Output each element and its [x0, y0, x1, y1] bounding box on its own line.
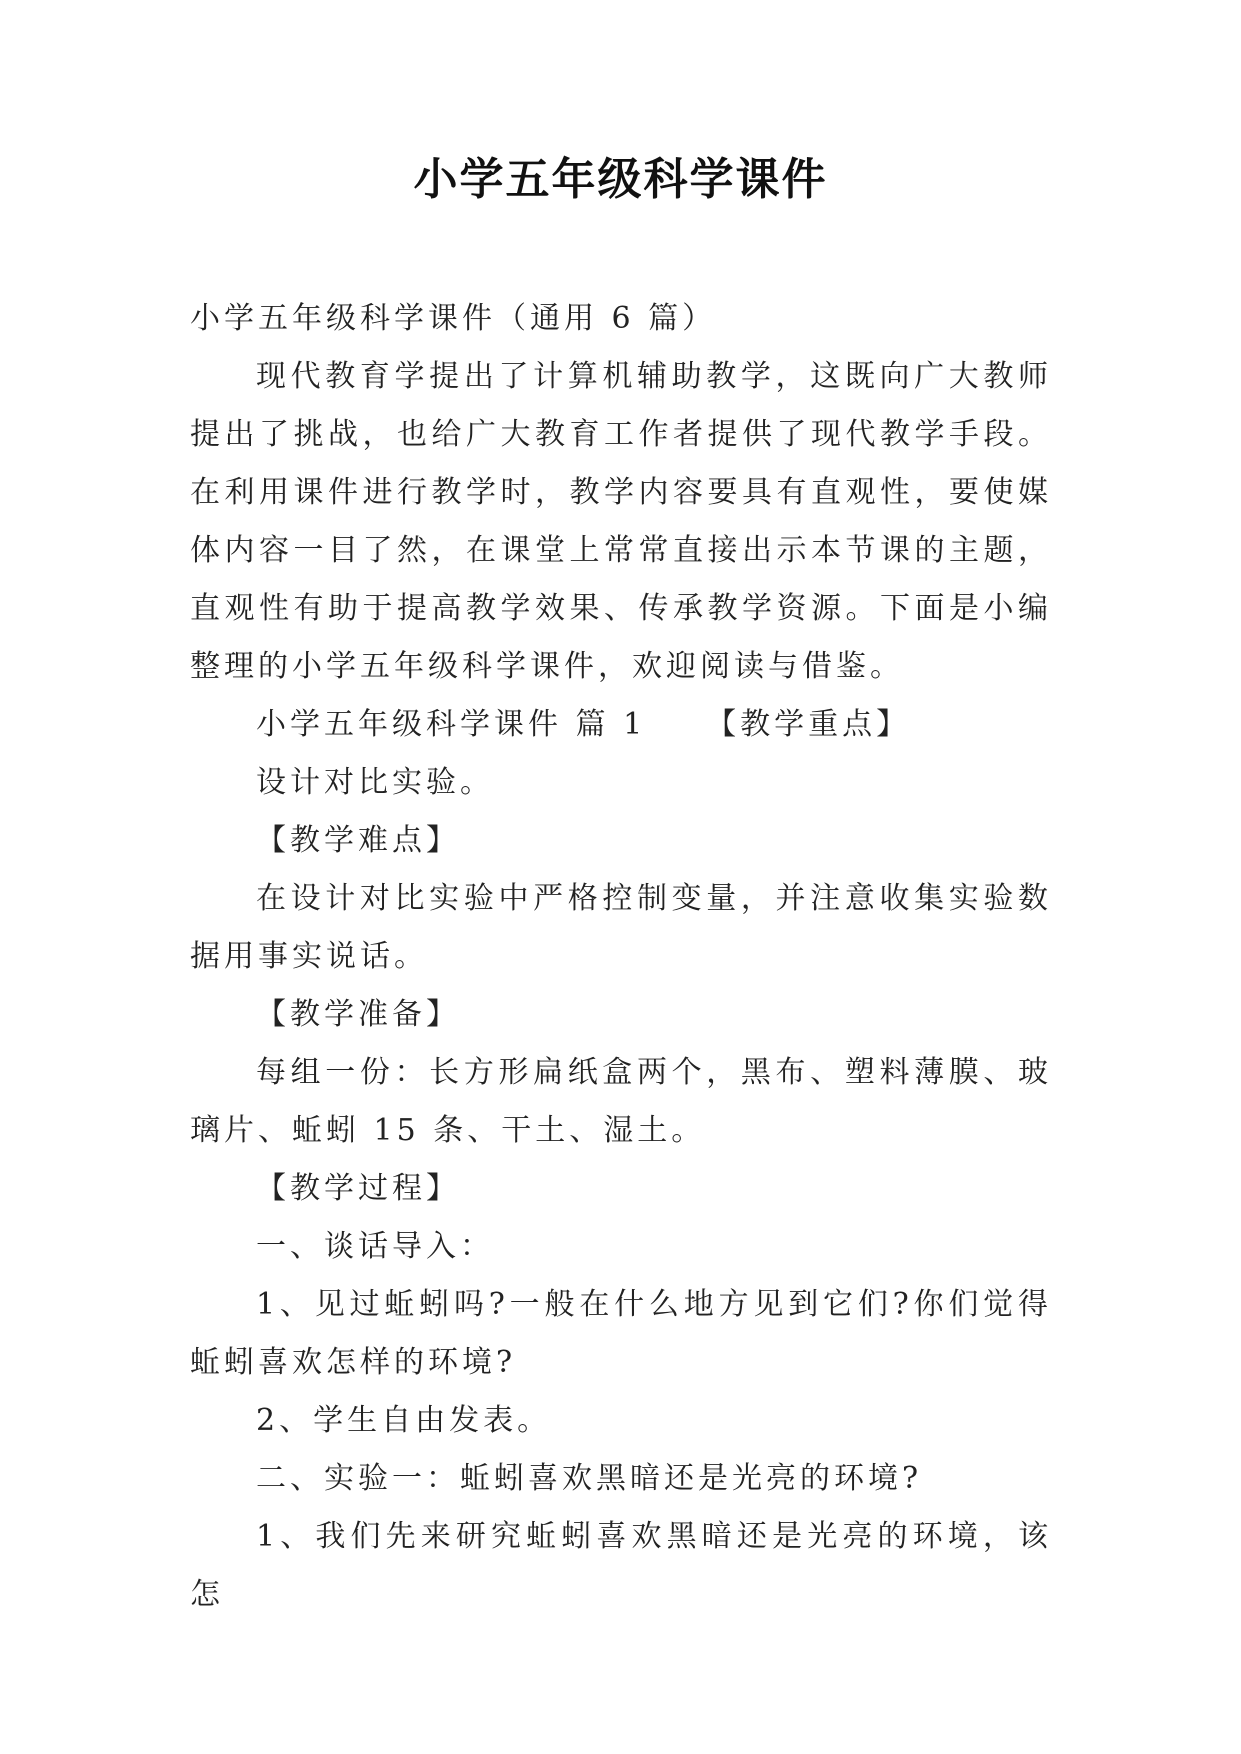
key-points-text: 设计对比实验。: [256, 765, 494, 800]
document-body: [190, 290, 1052, 1624]
preparation-text: 每组一份：长方形扁纸盒两个，黑布、塑料薄膜、玻璃片、蚯蚓 15 条、干土、湿土。: [190, 1055, 1052, 1148]
document-title: 小学五年级科学课件: [413, 154, 828, 205]
section-heading-line: [190, 696, 1052, 754]
process-step-1-question-1: 1、见过蚯蚓吗?一般在什么地方见到它们?你们觉得蚯蚓喜欢怎样的环境?: [190, 1287, 1052, 1380]
process-step-1-question-2: 2、学生自由发表。: [256, 1403, 552, 1438]
difficulties-text: 在设计对比实验中严格控制变量，并注意收集实验数据用事实说话。: [190, 881, 1052, 974]
intro-paragraph: 现代教育学提出了计算机辅助教学，这既向广大教师提出了挑战，也给广大教育工作者提供了现代教学手段。在利用课件进行教学时，教学内容要具有直观性，要使媒体内容一目了然，在课堂上常常直接出示本节课的主题，直观性有助于提高教学效果、传承教学资源。下面是小编整理的小学五年级科学课件，欢迎阅读与借鉴。: [190, 359, 1052, 684]
document-subtitle: 小学五年级科学课件（通用 6 篇）: [190, 301, 717, 336]
key-points-heading: 【教学重点】: [706, 707, 911, 742]
section-title: 小学五年级科学课件 篇 1: [256, 707, 647, 742]
process-step-2: 二、实验一：蚯蚓喜欢黑暗还是光亮的环境?: [256, 1461, 923, 1496]
process-heading: 【教学过程】: [256, 1171, 460, 1206]
preparation-heading: 【教学准备】: [256, 997, 460, 1032]
process-step-2-question-1: 1、我们先来研究蚯蚓喜欢黑暗还是光亮的环境，该怎: [190, 1519, 1052, 1612]
process-step-1: 一、谈话导入：: [256, 1229, 494, 1264]
difficulties-heading: 【教学难点】: [256, 823, 460, 858]
